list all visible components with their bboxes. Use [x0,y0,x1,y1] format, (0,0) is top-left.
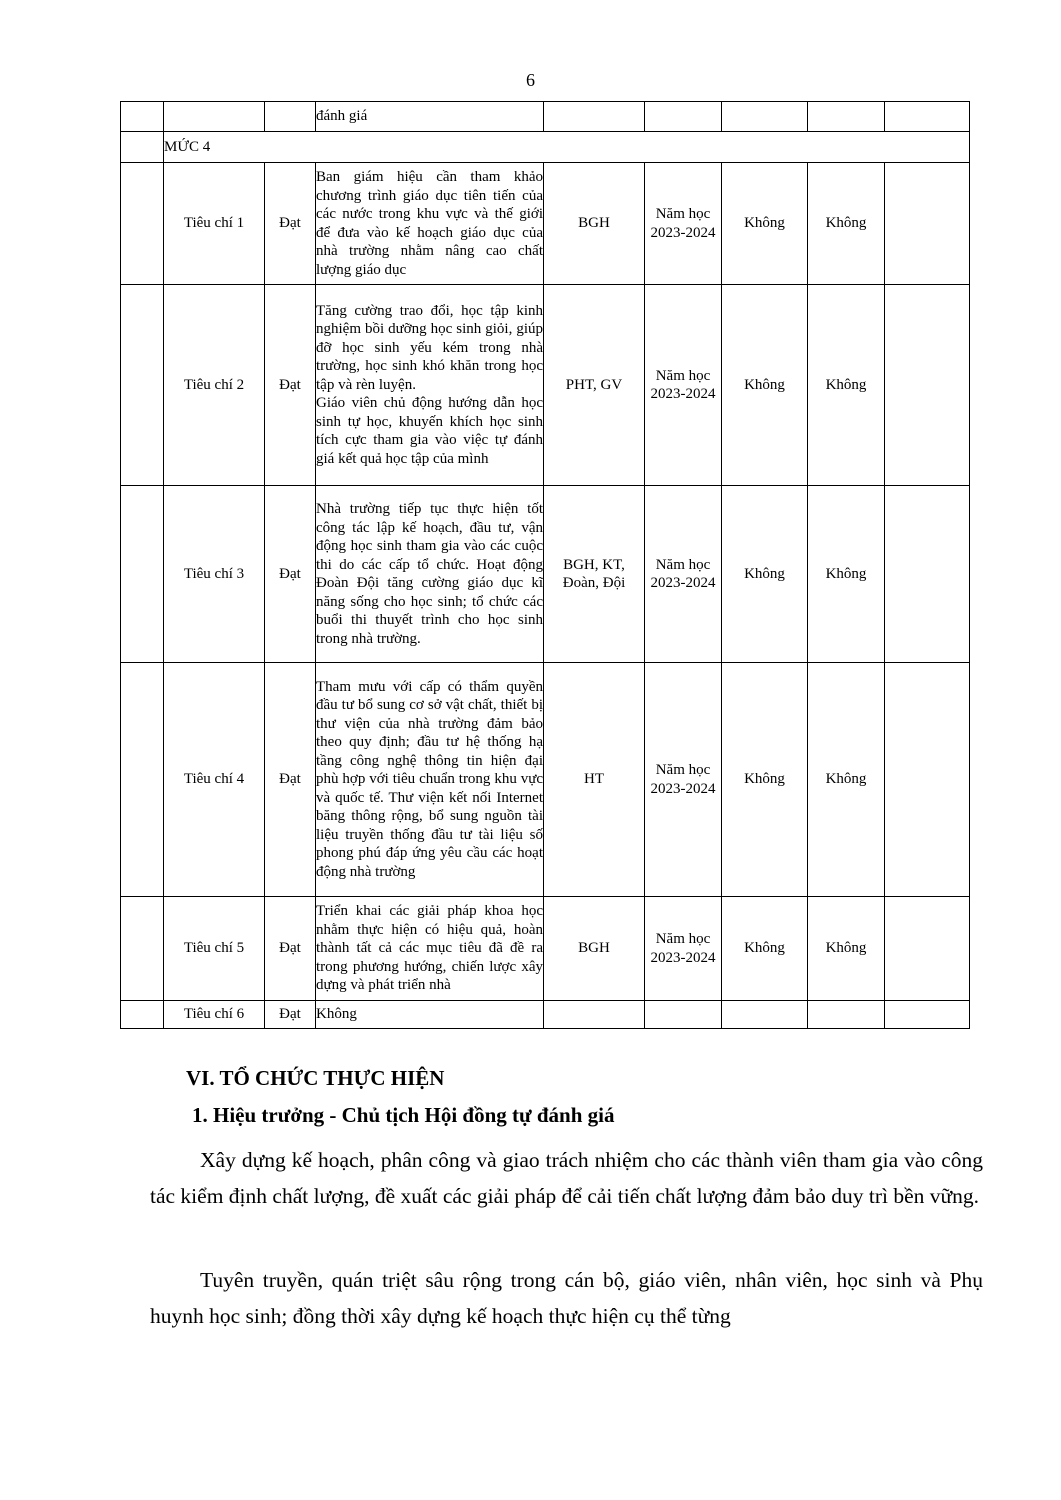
time-cell: Năm học 2023-2024 [645,163,722,285]
responsible-cell: BGH [544,163,645,285]
criterion-cell: Tiêu chí 6 [164,1001,265,1029]
responsible-cell: PHT, GV [544,285,645,486]
content-cell: Triển khai các giải pháp khoa học nhằm thực hiện có hiệu quả, hoàn thành tất cả các mục tiêu đã đề ra trong phương hướng, chiến lược xây dựng và phát triển nhà [316,897,544,1001]
status-cell: Đạt [265,486,316,663]
time-cell: Năm học 2023-2024 [645,285,722,486]
table-row [121,102,970,132]
status-cell: Đạt [265,285,316,486]
content-cell: Ban giám hiệu cần tham khảo chương trình giáo dục tiên tiến của các nước trong khu vực và thế giới để đưa vào kế hoạch giáo dục của nhà trường nhằm nâng cao chất lượng giáo dục [316,163,544,285]
table-row [121,1001,970,1029]
status-cell: Đạt [265,163,316,285]
value-cell: Không [808,663,885,897]
status-cell: Đạt [265,1001,316,1029]
table-row [121,163,970,285]
responsible-cell: BGH, KT, Đoàn, Đội [544,486,645,663]
body-paragraph: Xây dựng kế hoạch, phân công và giao trách nhiệm cho các thành viên tham gia vào công tác kiểm định chất lượng, đề xuất các giải pháp để cải tiến chất lượng đảm bảo duy trì bền vững. [150,1148,983,1208]
level-label: MỨC 4 [164,132,970,163]
table-row [121,663,970,897]
section-heading: VI. TỔ CHỨC THỰC HIỆN [186,1066,445,1090]
table-row [121,897,970,1001]
value-cell: Không [808,285,885,486]
criterion-cell: Tiêu chí 2 [164,285,265,486]
content-paragraph: Tăng cường trao đổi, học tập kinh nghiệm bồi dưỡng học sinh giỏi, giúp đỡ học sinh yếu kém trong nhà trường, học sinh khó khăn trong học tập và rèn luyện. [316,302,543,393]
value-cell: Không [808,486,885,663]
value-cell: Không [808,163,885,285]
criterion-cell: Tiêu chí 4 [164,663,265,897]
value-cell: Không [722,486,808,663]
time-cell: Năm học 2023-2024 [645,897,722,1001]
level-row [121,132,970,163]
responsible-cell: HT [544,663,645,897]
content-cell [316,285,544,486]
value-cell: Không [722,163,808,285]
criterion-cell: Tiêu chí 3 [164,486,265,663]
status-cell: Đạt [265,663,316,897]
content-paragraph: Giáo viên chủ động hướng dẫn học sinh tự học, khuyến khích học sinh tích cực tham gia vào việc tự đánh giá kết quả học tập của mình [316,395,543,467]
page-number: 6 [526,70,535,90]
value-cell: Không [722,285,808,486]
content-cell: Không [316,1001,544,1029]
criterion-cell: Tiêu chí 5 [164,897,265,1001]
content-cell: Nhà trường tiếp tục thực hiện tốt công tác lập kế hoạch, đầu tư, vận động học sinh tham gia vào các cuộc thi do các cấp tổ chức. Hoạt động Đoàn Đội tăng cường giáo dục kĩ năng sống cho học sinh; tổ chức các buổi thi thuyết trình cho học sinh trong nhà trường. [316,486,544,663]
time-cell: Năm học 2023-2024 [645,486,722,663]
content-cell: Tham mưu với cấp có thẩm quyền đầu tư bổ sung cơ sở vật chất, thiết bị thư viện của nhà trường đảm bảo theo quy định; đầu tư hệ thống hạ tầng công nghệ thông tin hiện đại phù hợp với tiêu chuẩn trong khu vực và quốc tế. Thư viện kết nối Internet băng thông rộng, bổ sung nguồn tài liệu truyền thống đầu tư tài liệu số phong phú đáp ứng yêu cầu các hoạt động nhà trường [316,663,544,897]
table-row [121,486,970,663]
criterion-cell: Tiêu chí 1 [164,163,265,285]
improvement-plan-table [120,101,970,1029]
body-paragraph: Tuyên truyền, quán triệt sâu rộng trong cán bộ, giáo viên, nhân viên, học sinh và Phụ huynh học sinh; đồng thời xây dựng kế hoạch thực hiện cụ thể từng [150,1268,983,1328]
responsible-cell: BGH [544,897,645,1001]
value-cell: Không [808,897,885,1001]
content-cell: đánh giá [316,102,544,132]
value-cell: Không [722,897,808,1001]
table-row [121,285,970,486]
section-subheading: 1. Hiệu trưởng - Chủ tịch Hội đồng tự đánh giá [192,1103,615,1127]
time-cell: Năm học 2023-2024 [645,663,722,897]
status-cell: Đạt [265,897,316,1001]
value-cell: Không [722,663,808,897]
